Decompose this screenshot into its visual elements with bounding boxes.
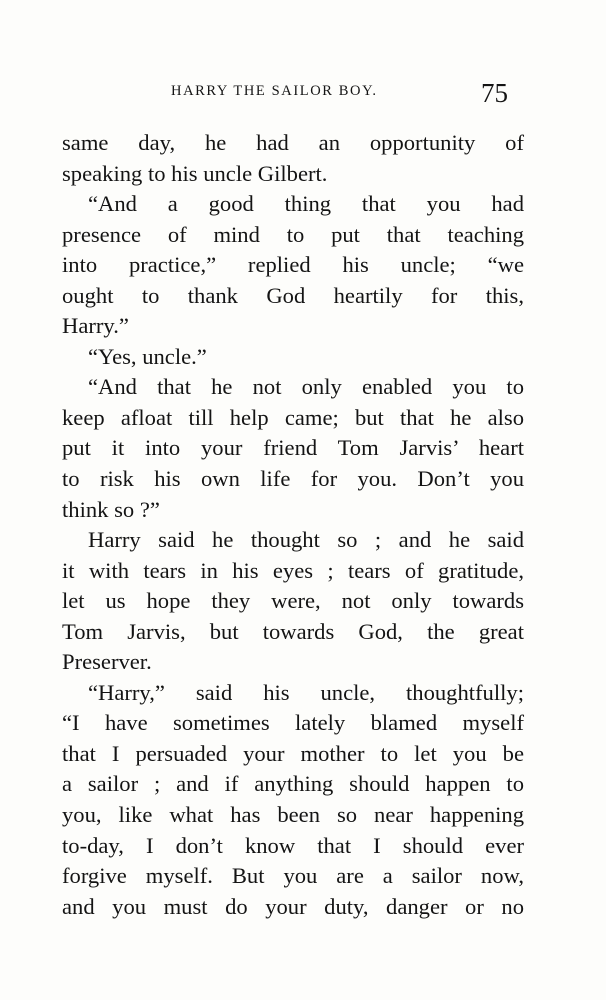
text-line: “And that he not only enabled you to xyxy=(88,374,524,400)
running-title: HARRY THE SAILOR BOY. xyxy=(171,83,378,99)
text-line: Harry.” xyxy=(62,313,129,339)
text-line: speaking to his uncle Gilbert. xyxy=(62,160,328,186)
text-line: Harry said he thought so ; and he said xyxy=(88,527,524,553)
text-line: to risk his own life for you. Don’t you xyxy=(62,466,524,492)
text-line: to-day, I don’t know that I should ever xyxy=(62,832,524,858)
text-line: a sailor ; and if anything should happen to xyxy=(62,771,524,797)
text-line: “I have sometimes lately blamed myself xyxy=(62,710,524,736)
text-line: into practice,” replied his uncle; “we xyxy=(62,252,524,278)
text-line: Tom Jarvis, but towards God, the great xyxy=(62,618,524,644)
text-line: keep afloat till help came; but that he also xyxy=(62,404,524,430)
text-line: “Yes, uncle.” xyxy=(88,343,207,369)
text-line: that I persuaded your mother to let you be xyxy=(62,740,524,766)
text-line: it with tears in his eyes ; tears of gratitude, xyxy=(62,557,524,583)
text-line: think so ?” xyxy=(62,496,160,522)
text-line: “Harry,” said his uncle, thoughtfully; xyxy=(88,679,524,705)
text-line: let us hope they were, not only towards xyxy=(62,588,524,614)
text-line: Preserver. xyxy=(62,649,152,675)
page-number: 75 xyxy=(481,78,508,108)
text-line: presence of mind to put that teaching xyxy=(62,221,524,247)
text-line: you, like what has been so near happening xyxy=(62,802,524,828)
text-line: forgive myself. But you are a sailor now, xyxy=(62,863,524,889)
text-line: put it into your friend Tom Jarvis’ heart xyxy=(62,435,524,461)
body-text xyxy=(62,128,524,922)
text-line: and you must do your duty, danger or no xyxy=(62,893,524,919)
text-line: same day, he had an opportunity of xyxy=(62,130,524,155)
text-line: “And a good thing that you had xyxy=(88,191,524,217)
running-head xyxy=(0,78,606,118)
text-line: ought to thank God heartily for this, xyxy=(62,282,524,308)
